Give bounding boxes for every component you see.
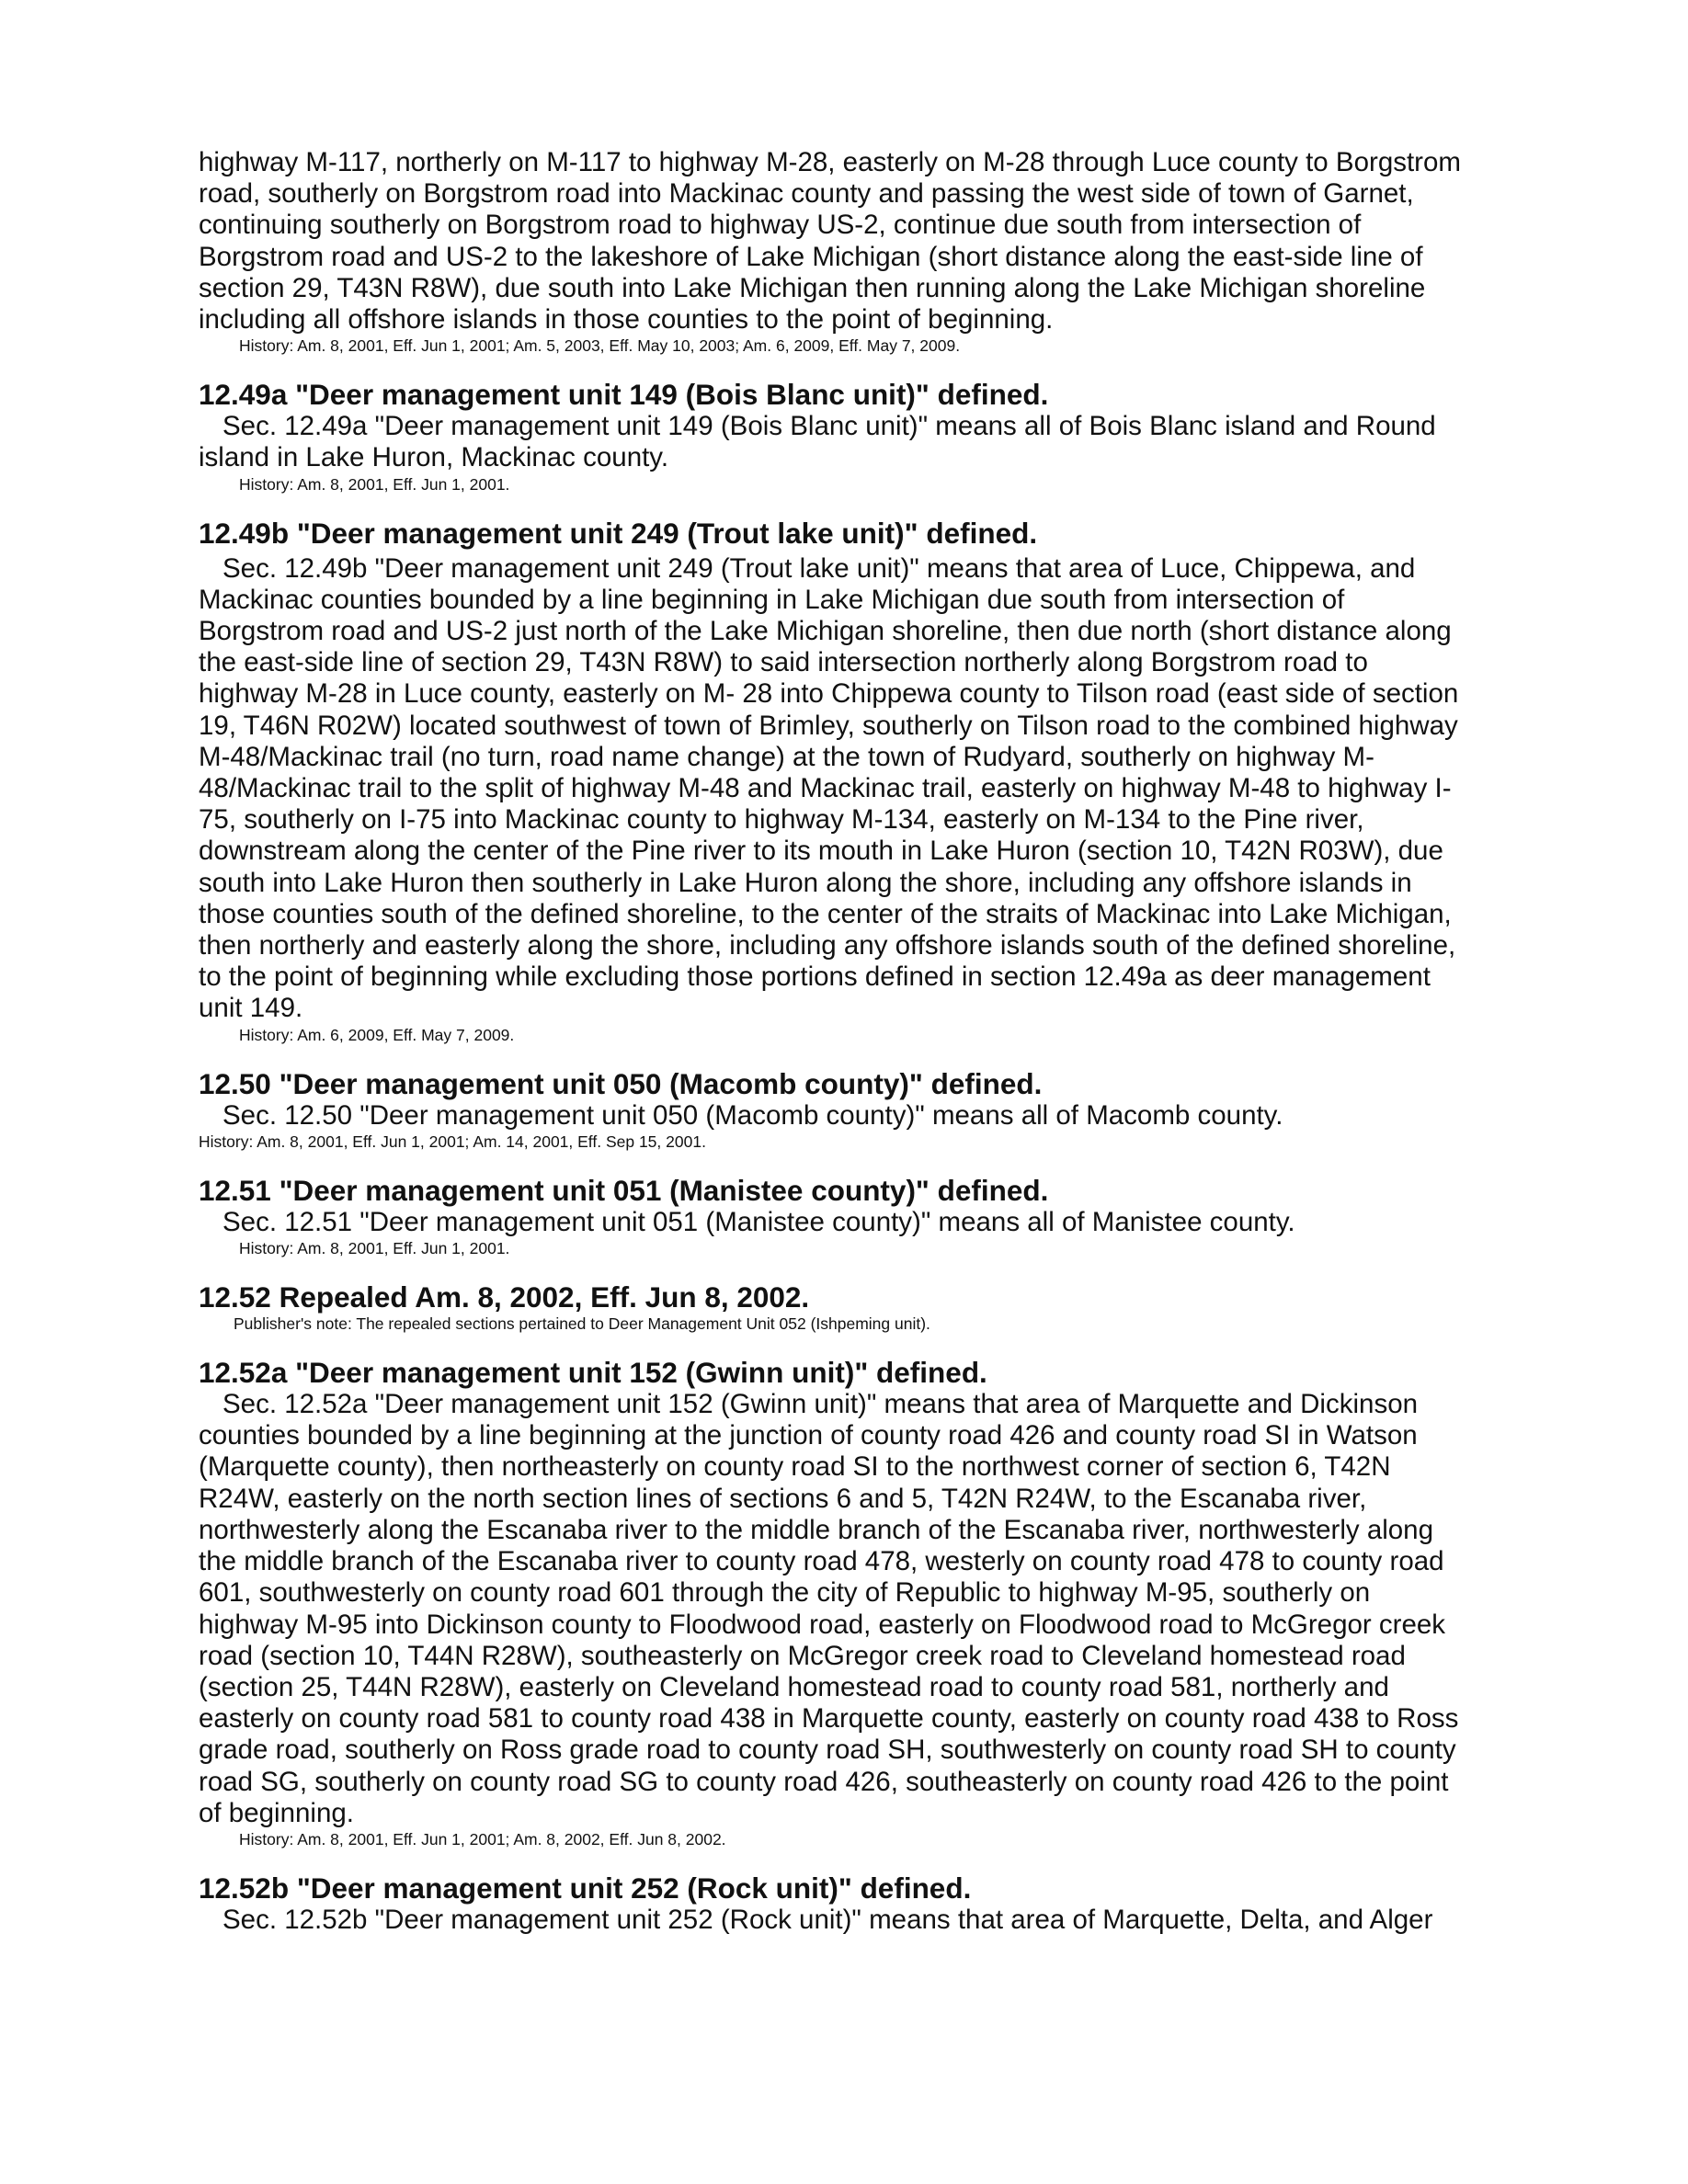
section-12-50 bbox=[199, 1067, 1495, 1152]
section-body: Sec. 12.52b "Deer management unit 252 (Rock unit)" means that area of Marquette, Delta, and Alger bbox=[222, 1904, 1433, 1935]
section-heading: 12.50 "Deer management unit 050 (Macomb county)" defined. bbox=[199, 1066, 1043, 1100]
section-12-52a bbox=[199, 1356, 1495, 1849]
history-note: History: Am. 8, 2001, Eff. Jun 1, 2001. bbox=[239, 474, 510, 494]
history-note: History: Am. 8, 2001, Eff. Jun 1, 2001; Am. 14, 2001, Eff. Sep 15, 2001. bbox=[199, 1132, 706, 1151]
section-body: Sec. 12.49a "Deer management unit 149 (Bois Blanc unit)" means all of Bois Blanc island and Round island in Lake Huron, Mackinac county. bbox=[199, 411, 1436, 473]
section-12-52b bbox=[199, 1871, 1495, 1936]
section-intro bbox=[199, 147, 1495, 356]
document-page bbox=[199, 147, 1495, 1936]
history-note: History: Am. 8, 2001, Eff. Jun 1, 2001; Am. 8, 2002, Eff. Jun 8, 2002. bbox=[239, 1829, 726, 1848]
section-12-52 bbox=[199, 1280, 1495, 1334]
section-12-49a bbox=[199, 378, 1495, 494]
section-heading: 12.49a "Deer management unit 149 (Bois Blanc unit)" defined. bbox=[199, 378, 1049, 412]
section-12-49b bbox=[199, 517, 1495, 1045]
history-note: History: Am. 8, 2001, Eff. Jun 1, 2001; Am. 5, 2003, Eff. May 10, 2003; Am. 6, 2009, Eff. May 7, 2009. bbox=[239, 336, 961, 356]
publisher-note: Publisher's note: The repealed sections pertained to Deer Management Unit 052 (Ishpeming unit). bbox=[234, 1314, 930, 1334]
section-heading: 12.52b "Deer management unit 252 (Rock unit)" defined. bbox=[199, 1871, 972, 1905]
section-heading: 12.49b "Deer management unit 249 (Trout lake unit)" defined. bbox=[199, 516, 1038, 550]
section-body: Sec. 12.51 "Deer management unit 051 (Manistee county)" means all of Manistee county. bbox=[222, 1206, 1295, 1237]
section-heading: 12.52 Repealed Am. 8, 2002, Eff. Jun 8, 2002. bbox=[199, 1280, 810, 1314]
section-body: highway M-117, northerly on M-117 to highway M-28, easterly on M-28 through Luce county to Borgstrom road, southerly on Borgstrom road into Mackinac county and passing the west side of town of Garnet, continuing southerly on Borgstrom road to highway US-2, continue due south from intersection of Borgstrom road and US-2 to the lakeshore of Lake Michigan (short distance along the east-side line of section 29, T43N R8W), due south into Lake Michigan then running along the Lake Michigan shoreline including all offshore islands in those counties to the point of beginning. bbox=[199, 147, 1461, 336]
history-note: History: Am. 6, 2009, Eff. May 7, 2009. bbox=[239, 1025, 515, 1044]
history-note: History: Am. 8, 2001, Eff. Jun 1, 2001. bbox=[239, 1239, 510, 1258]
section-heading: 12.52a "Deer management unit 152 (Gwinn unit)" defined. bbox=[199, 1356, 987, 1390]
section-12-51 bbox=[199, 1174, 1495, 1258]
section-heading: 12.51 "Deer management unit 051 (Manistee county)" defined. bbox=[199, 1173, 1049, 1207]
section-body: Sec. 12.50 "Deer management unit 050 (Macomb county)" means all of Macomb county. bbox=[222, 1099, 1283, 1131]
section-body: Sec. 12.49b "Deer management unit 249 (Trout lake unit)" means that area of Luce, Chippewa, and Mackinac counties bounded by a line beginning in Lake Michigan due south from intersection of Borgstrom road and US-2 just north of the Lake Michigan shoreline, then due north (short distance along the east-side line of section 29, T43N R8W) to said intersection northerly along Borgstrom road to highway M-28 in Luce county, easterly on M- 28 into Chippewa county to Tilson road (east side of section 19, T46N R02W) located southwest of town of Brimley, southerly on Tilson road to the combined highway M-48/Mackinac trail (no turn, road name change) at the town of Rudyard, southerly on highway M- 48/Mackinac trail to the split of highway M-48 and Mackinac trail, easterly on highway M-48 to highway I- 75, southerly on I-75 into Mackinac county to highway M-134, easterly on M-134 to the Pine river, downstream along the center of the Pine river to its mouth in Lake Huron (section 10, T42N R03W), due south into Lake Huron then southerly in Lake Huron along the shore, including any offshore islands in those counties south of the defined shoreline, to the center of the straits of Mackinac into Lake Michigan, then northerly and easterly along the shore, including any offshore islands south of the defined shoreline, to the point of beginning while excluding those portions defined in section 12.49a as deer management unit 149. bbox=[199, 552, 1459, 1024]
section-body: Sec. 12.52a "Deer management unit 152 (Gwinn unit)" means that area of Marquette and Dickinson counties bounded by a line beginning at the junction of county road 426 and county road SI in Watson (Marquette county), then northeasterly on county road SI to the northwest corner of section 6, T42N R24W, easterly on the north section lines of sections 6 and 5, T42N R24W, to the Escanaba river, northwesterly along the Escanaba river to the middle branch of the Escanaba river, northwesterly along the middle branch of the Escanaba river to county road 478, westerly on county road 478 to county road 601, southwesterly on county road 601 through the city of Republic to highway M-95, southerly on highway M-95 into Dickinson county to Floodwood road, easterly on Floodwood road to McGregor creek road (section 10, T44N R28W), southeasterly on McGregor creek road to Cleveland homestead road (section 25, T44N R28W), easterly on Cleveland homestead road to county road 581, northerly and easterly on county road 581 to county road 438 in Marquette county, easterly on county road 438 to Ross grade road, southerly on Ross grade road to county road SH, southwesterly on county road SH to county road SG, southerly on county road SG to county road 426, southeasterly on county road 426 to the point of beginning. bbox=[199, 1389, 1459, 1828]
